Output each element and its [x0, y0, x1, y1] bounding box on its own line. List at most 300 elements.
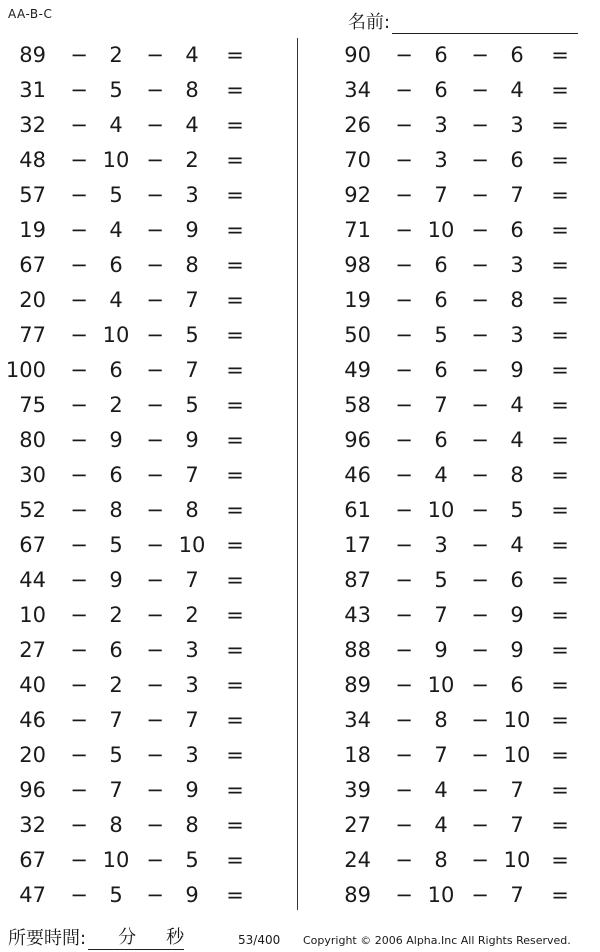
problem-row — [0, 143, 280, 178]
minuend: 96 — [19, 778, 46, 802]
equals-sign: = — [551, 288, 569, 312]
problem-row — [325, 178, 600, 213]
column-divider — [297, 38, 298, 910]
equals-sign: = — [226, 813, 244, 837]
subtrahend-2: 9 — [185, 218, 199, 242]
minus-sign: − — [70, 113, 88, 137]
equals-sign: = — [226, 148, 244, 172]
minuend: 20 — [19, 288, 46, 312]
equals-sign: = — [551, 43, 569, 67]
problem-row — [0, 213, 280, 248]
subtrahend-1: 4 — [434, 463, 448, 487]
equals-sign: = — [551, 78, 569, 102]
subtrahend-1: 9 — [109, 568, 123, 592]
problem-row — [0, 353, 280, 388]
equals-sign: = — [226, 428, 244, 452]
minuend: 27 — [344, 813, 371, 837]
problem-row — [0, 458, 280, 493]
minus-sign: − — [395, 148, 413, 172]
equals-sign: = — [226, 638, 244, 662]
subtrahend-1: 6 — [434, 288, 448, 312]
problem-row — [325, 248, 600, 283]
subtrahend-1: 4 — [434, 813, 448, 837]
subtrahend-2: 7 — [185, 358, 199, 382]
minuend: 70 — [344, 148, 371, 172]
subtrahend-2: 10 — [503, 743, 531, 767]
minuend: 67 — [19, 253, 46, 277]
equals-sign: = — [226, 323, 244, 347]
subtrahend-2: 6 — [510, 148, 524, 172]
time-field[interactable] — [88, 929, 184, 950]
subtrahend-2: 4 — [510, 533, 524, 557]
problem-row — [0, 423, 280, 458]
equals-sign: = — [551, 253, 569, 277]
minuend: 39 — [344, 778, 371, 802]
equals-sign: = — [226, 43, 244, 67]
name-label: 名前: — [348, 12, 391, 33]
problem-row — [0, 178, 280, 213]
subtrahend-2: 3 — [510, 253, 524, 277]
subtrahend-2: 6 — [510, 43, 524, 67]
problem-row — [325, 458, 600, 493]
subtrahend-1: 2 — [109, 603, 123, 627]
subtrahend-2: 7 — [185, 568, 199, 592]
subtrahend-1: 10 — [427, 883, 455, 907]
minus-sign: − — [146, 813, 164, 837]
problem-row — [0, 563, 280, 598]
minutes-label: 分 — [118, 927, 137, 948]
equals-sign: = — [226, 463, 244, 487]
minus-sign: − — [395, 708, 413, 732]
minus-sign: − — [395, 603, 413, 627]
minus-sign: − — [146, 533, 164, 557]
minus-sign: − — [395, 743, 413, 767]
minuend: 44 — [19, 568, 46, 592]
minus-sign: − — [146, 848, 164, 872]
equals-sign: = — [551, 428, 569, 452]
equals-sign: = — [551, 183, 569, 207]
minuend: 10 — [19, 603, 46, 627]
minuend: 46 — [344, 463, 371, 487]
subtrahend-1: 5 — [109, 183, 123, 207]
subtrahend-1: 5 — [434, 323, 448, 347]
seconds-label: 秒 — [166, 927, 185, 948]
equals-sign: = — [551, 148, 569, 172]
equals-sign: = — [551, 533, 569, 557]
minus-sign: − — [146, 288, 164, 312]
problem-row — [0, 878, 280, 913]
subtrahend-2: 8 — [185, 253, 199, 277]
minus-sign: − — [70, 183, 88, 207]
problem-row — [325, 423, 600, 458]
minuend: 48 — [19, 148, 46, 172]
subtrahend-2: 7 — [185, 708, 199, 732]
copyright-notice: Copyright © 2006 Alpha.Inc All Rights Reserved. — [303, 934, 571, 947]
minus-sign: − — [395, 883, 413, 907]
subtrahend-2: 9 — [510, 358, 524, 382]
subtrahend-2: 7 — [510, 778, 524, 802]
minus-sign: − — [146, 148, 164, 172]
minus-sign: − — [395, 323, 413, 347]
equals-sign: = — [226, 848, 244, 872]
subtrahend-1: 5 — [109, 78, 123, 102]
equals-sign: = — [226, 673, 244, 697]
subtrahend-2: 4 — [510, 78, 524, 102]
equals-sign: = — [551, 708, 569, 732]
problem-row — [325, 143, 600, 178]
minus-sign: − — [146, 358, 164, 382]
minus-sign: − — [395, 813, 413, 837]
problem-row — [325, 108, 600, 143]
name-field[interactable] — [392, 15, 578, 34]
minus-sign: − — [146, 708, 164, 732]
subtrahend-2: 5 — [185, 323, 199, 347]
subtrahend-1: 10 — [102, 148, 130, 172]
minus-sign: − — [70, 848, 88, 872]
minus-sign: − — [395, 113, 413, 137]
minus-sign: − — [395, 673, 413, 697]
minus-sign: − — [471, 113, 489, 137]
minus-sign: − — [70, 708, 88, 732]
subtrahend-1: 10 — [102, 848, 130, 872]
equals-sign: = — [226, 253, 244, 277]
subtrahend-1: 3 — [434, 148, 448, 172]
minuend: 92 — [344, 183, 371, 207]
minuend: 77 — [19, 323, 46, 347]
minuend: 96 — [344, 428, 371, 452]
minuend: 46 — [19, 708, 46, 732]
minuend: 47 — [19, 883, 46, 907]
minus-sign: − — [395, 253, 413, 277]
minus-sign: − — [70, 78, 88, 102]
minuend: 34 — [344, 708, 371, 732]
subtrahend-2: 3 — [185, 638, 199, 662]
minus-sign: − — [395, 778, 413, 802]
subtrahend-2: 3 — [510, 323, 524, 347]
equals-sign: = — [551, 498, 569, 522]
minus-sign: − — [146, 883, 164, 907]
minus-sign: − — [146, 218, 164, 242]
minus-sign: − — [471, 463, 489, 487]
minus-sign: − — [70, 743, 88, 767]
problem-row — [0, 248, 280, 283]
subtrahend-1: 7 — [109, 778, 123, 802]
equals-sign: = — [226, 218, 244, 242]
minuend: 19 — [19, 218, 46, 242]
minuend: 89 — [19, 43, 46, 67]
minus-sign: − — [471, 708, 489, 732]
problem-row — [325, 38, 600, 73]
minuend: 50 — [344, 323, 371, 347]
minus-sign: − — [70, 43, 88, 67]
minus-sign: − — [471, 393, 489, 417]
subtrahend-2: 7 — [185, 463, 199, 487]
minus-sign: − — [395, 358, 413, 382]
minus-sign: − — [471, 603, 489, 627]
subtrahend-1: 6 — [434, 253, 448, 277]
subtrahend-2: 8 — [185, 498, 199, 522]
minus-sign: − — [70, 428, 88, 452]
subtrahend-1: 5 — [109, 743, 123, 767]
minuend: 19 — [344, 288, 371, 312]
equals-sign: = — [226, 393, 244, 417]
subtrahend-2: 6 — [510, 568, 524, 592]
problem-row — [0, 318, 280, 353]
minuend: 52 — [19, 498, 46, 522]
subtrahend-2: 5 — [185, 393, 199, 417]
minuend: 61 — [344, 498, 371, 522]
equals-sign: = — [551, 638, 569, 662]
subtrahend-1: 4 — [109, 288, 123, 312]
subtrahend-2: 9 — [510, 603, 524, 627]
subtrahend-1: 6 — [109, 358, 123, 382]
minus-sign: − — [471, 183, 489, 207]
left-problem-column — [0, 38, 280, 913]
problem-row — [0, 528, 280, 563]
minuend: 49 — [344, 358, 371, 382]
minuend: 58 — [344, 393, 371, 417]
minuend: 67 — [19, 848, 46, 872]
equals-sign: = — [226, 743, 244, 767]
subtrahend-1: 7 — [434, 603, 448, 627]
minus-sign: − — [471, 743, 489, 767]
time-taken-area — [8, 924, 184, 950]
minuend: 27 — [19, 638, 46, 662]
subtrahend-1: 7 — [434, 183, 448, 207]
problem-row — [325, 213, 600, 248]
problem-row — [0, 598, 280, 633]
minus-sign: − — [395, 43, 413, 67]
problem-row — [325, 878, 600, 913]
subtrahend-2: 8 — [510, 463, 524, 487]
subtrahend-2: 7 — [510, 183, 524, 207]
subtrahend-2: 2 — [185, 603, 199, 627]
subtrahend-2: 9 — [185, 428, 199, 452]
minus-sign: − — [146, 568, 164, 592]
minuend: 90 — [344, 43, 371, 67]
minus-sign: − — [70, 533, 88, 557]
problem-row — [325, 283, 600, 318]
subtrahend-2: 9 — [185, 883, 199, 907]
minus-sign: − — [395, 533, 413, 557]
subtrahend-1: 6 — [109, 253, 123, 277]
problem-row — [0, 703, 280, 738]
minus-sign: − — [395, 288, 413, 312]
minuend: 71 — [344, 218, 371, 242]
subtrahend-2: 6 — [510, 218, 524, 242]
minuend: 30 — [19, 463, 46, 487]
minus-sign: − — [146, 393, 164, 417]
minus-sign: − — [471, 568, 489, 592]
subtrahend-2: 10 — [503, 708, 531, 732]
minus-sign: − — [471, 43, 489, 67]
problem-row — [325, 808, 600, 843]
equals-sign: = — [226, 78, 244, 102]
minus-sign: − — [146, 43, 164, 67]
minus-sign: − — [70, 498, 88, 522]
minus-sign: − — [146, 323, 164, 347]
subtrahend-1: 9 — [109, 428, 123, 452]
minus-sign: − — [146, 428, 164, 452]
problem-row — [0, 108, 280, 143]
subtrahend-2: 4 — [185, 43, 199, 67]
minus-sign: − — [70, 358, 88, 382]
minus-sign: − — [146, 498, 164, 522]
minus-sign: − — [471, 848, 489, 872]
minus-sign: − — [471, 78, 489, 102]
minus-sign: − — [146, 603, 164, 627]
minuend: 87 — [344, 568, 371, 592]
equals-sign: = — [551, 603, 569, 627]
subtrahend-2: 4 — [185, 113, 199, 137]
subtrahend-1: 7 — [434, 393, 448, 417]
problem-row — [325, 73, 600, 108]
minuend: 67 — [19, 533, 46, 557]
subtrahend-2: 2 — [185, 148, 199, 172]
subtrahend-2: 3 — [185, 673, 199, 697]
minus-sign: − — [471, 498, 489, 522]
minus-sign: − — [146, 113, 164, 137]
subtrahend-2: 9 — [185, 778, 199, 802]
subtrahend-2: 8 — [510, 288, 524, 312]
minus-sign: − — [471, 638, 489, 662]
minus-sign: − — [471, 813, 489, 837]
minus-sign: − — [70, 393, 88, 417]
minus-sign: − — [395, 463, 413, 487]
problem-row — [0, 38, 280, 73]
minus-sign: − — [146, 463, 164, 487]
subtrahend-2: 10 — [178, 533, 206, 557]
subtrahend-1: 5 — [434, 568, 448, 592]
problem-row — [325, 388, 600, 423]
subtrahend-1: 10 — [102, 323, 130, 347]
minuend: 43 — [344, 603, 371, 627]
equals-sign: = — [551, 113, 569, 137]
equals-sign: = — [551, 813, 569, 837]
minus-sign: − — [70, 463, 88, 487]
equals-sign: = — [226, 568, 244, 592]
minus-sign: − — [471, 218, 489, 242]
subtrahend-1: 10 — [427, 498, 455, 522]
problem-row — [325, 703, 600, 738]
problem-row — [325, 528, 600, 563]
subtrahend-2: 7 — [510, 813, 524, 837]
subtrahend-1: 3 — [434, 113, 448, 137]
minus-sign: − — [471, 533, 489, 557]
subtrahend-2: 8 — [185, 813, 199, 837]
minus-sign: − — [395, 498, 413, 522]
minus-sign: − — [146, 638, 164, 662]
subtrahend-2: 6 — [510, 673, 524, 697]
subtrahend-1: 6 — [434, 43, 448, 67]
problem-row — [325, 353, 600, 388]
subtrahend-1: 8 — [109, 498, 123, 522]
problem-row — [0, 808, 280, 843]
minuend: 32 — [19, 813, 46, 837]
minuend: 31 — [19, 78, 46, 102]
equals-sign: = — [551, 358, 569, 382]
minus-sign: − — [146, 78, 164, 102]
equals-sign: = — [551, 463, 569, 487]
problem-row — [325, 668, 600, 703]
problem-row — [325, 493, 600, 528]
minus-sign: − — [70, 673, 88, 697]
minus-sign: − — [471, 673, 489, 697]
subtrahend-1: 2 — [109, 43, 123, 67]
problem-row — [325, 563, 600, 598]
problem-row — [0, 493, 280, 528]
subtrahend-2: 3 — [510, 113, 524, 137]
subtrahend-2: 3 — [185, 183, 199, 207]
minus-sign: − — [70, 148, 88, 172]
minus-sign: − — [471, 883, 489, 907]
equals-sign: = — [551, 323, 569, 347]
minus-sign: − — [70, 603, 88, 627]
name-area — [348, 8, 578, 34]
subtrahend-2: 8 — [185, 78, 199, 102]
minus-sign: − — [471, 253, 489, 277]
worksheet-code: AA-B-C — [8, 7, 53, 21]
subtrahend-1: 6 — [434, 428, 448, 452]
equals-sign: = — [226, 498, 244, 522]
problem-row — [0, 738, 280, 773]
problem-row — [0, 843, 280, 878]
minus-sign: − — [146, 183, 164, 207]
minuend: 100 — [5, 358, 46, 382]
subtrahend-1: 6 — [109, 638, 123, 662]
minus-sign: − — [146, 673, 164, 697]
minus-sign: − — [146, 253, 164, 277]
minus-sign: − — [70, 638, 88, 662]
minus-sign: − — [70, 568, 88, 592]
equals-sign: = — [551, 778, 569, 802]
equals-sign: = — [226, 113, 244, 137]
subtrahend-2: 10 — [503, 848, 531, 872]
minus-sign: − — [70, 813, 88, 837]
minus-sign: − — [395, 78, 413, 102]
problem-row — [325, 773, 600, 808]
subtrahend-1: 9 — [434, 638, 448, 662]
minus-sign: − — [146, 743, 164, 767]
minuend: 20 — [19, 743, 46, 767]
subtrahend-1: 2 — [109, 673, 123, 697]
minuend: 89 — [344, 883, 371, 907]
problem-row — [0, 73, 280, 108]
subtrahend-1: 8 — [434, 708, 448, 732]
problem-row — [0, 283, 280, 318]
minuend: 34 — [344, 78, 371, 102]
subtrahend-2: 4 — [510, 428, 524, 452]
minuend: 98 — [344, 253, 371, 277]
minus-sign: − — [146, 778, 164, 802]
subtrahend-1: 8 — [434, 848, 448, 872]
minus-sign: − — [70, 253, 88, 277]
minus-sign: − — [395, 218, 413, 242]
problem-row — [0, 388, 280, 423]
problem-row — [325, 598, 600, 633]
minus-sign: − — [70, 218, 88, 242]
subtrahend-1: 2 — [109, 393, 123, 417]
minuend: 24 — [344, 848, 371, 872]
equals-sign: = — [551, 568, 569, 592]
subtrahend-2: 9 — [510, 638, 524, 662]
subtrahend-2: 5 — [185, 848, 199, 872]
minus-sign: − — [471, 778, 489, 802]
subtrahend-1: 5 — [109, 883, 123, 907]
subtrahend-1: 10 — [427, 673, 455, 697]
subtrahend-2: 7 — [510, 883, 524, 907]
equals-sign: = — [551, 393, 569, 417]
